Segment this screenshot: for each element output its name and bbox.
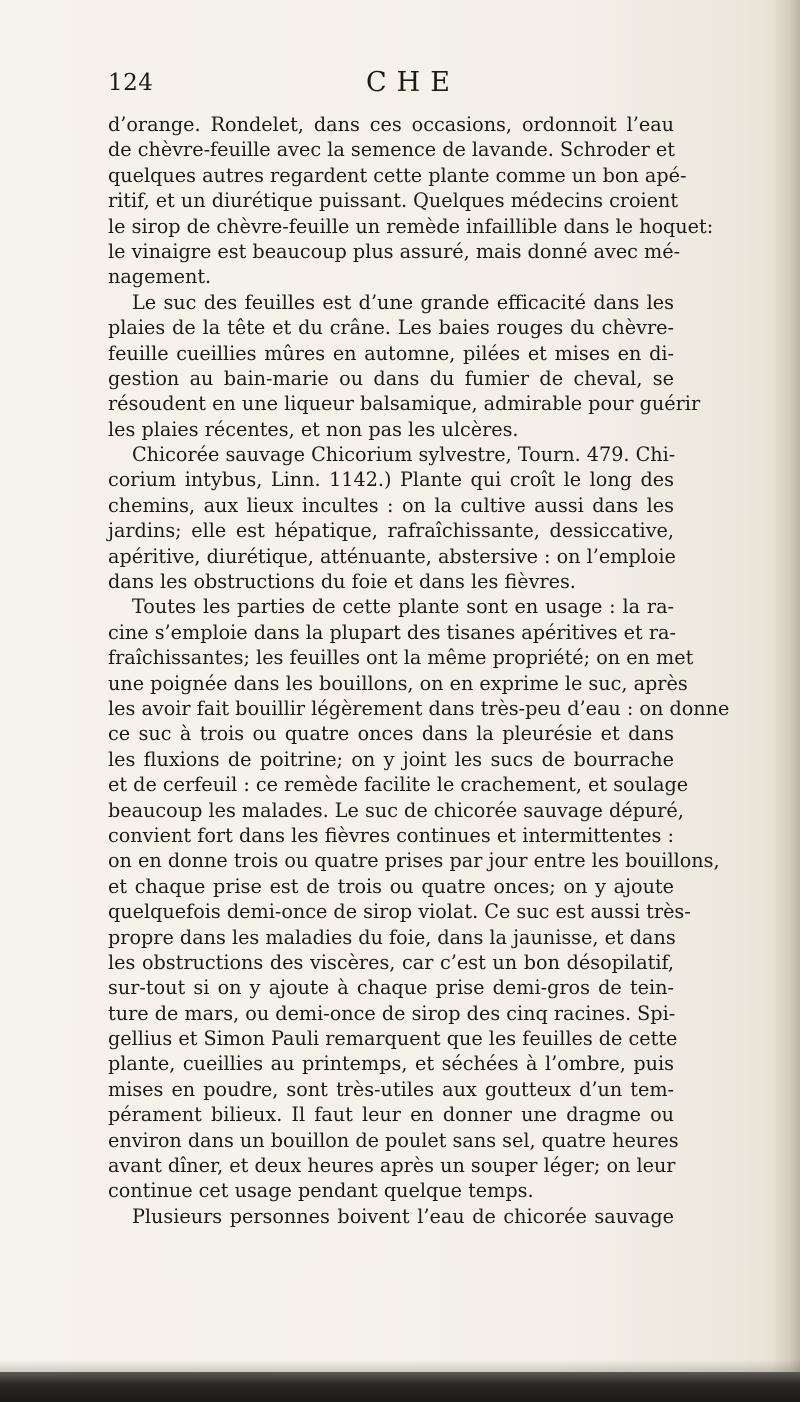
text-line: le sirop de chèvre-feuille un remède infaillible dans le hoquet:	[108, 214, 714, 238]
text-line: les obstructions des viscères, car c’est un bon désopilatif,	[108, 950, 674, 974]
text-line: gellius et Simon Pauli remarquent que les feuilles de cette	[108, 1027, 678, 1051]
text-line: sur-tout si on y ajoute à chaque prise demi-gros de tein-	[108, 976, 674, 1000]
text-line: avant dîner, et deux heures après un souper léger; on leur	[108, 1154, 676, 1178]
text-line: environ dans un bouillon de poulet sans sel, quatre heures	[108, 1128, 679, 1152]
text-line: et chaque prise est de trois ou quatre onces; on y ajoute	[108, 874, 674, 898]
text-line: dans les obstructions du foie et dans les fièvres.	[108, 570, 576, 594]
text-line: mises en poudre, sont très-utiles aux goutteux d’un tem-	[108, 1077, 674, 1101]
text-line: les fluxions de poitrine; on y joint les sucs de bourrache	[108, 747, 674, 771]
text-line: jardins; elle est hépatique, rafraîchissante, dessiccative,	[108, 519, 674, 543]
text-line: les plaies récentes, et non pas les ulcères.	[108, 417, 519, 441]
text-line: pérament bilieux. Il faut leur en donner une dragme ou	[108, 1103, 674, 1127]
text-line: quelques autres regardent cette plante comme un bon apé-	[108, 163, 687, 187]
text-line: cine s’emploie dans la plupart des tisanes apéritives et ra-	[108, 620, 676, 644]
text-line: fraîchissantes; les feuilles ont la même propriété; on en met	[108, 646, 694, 670]
page-header	[108, 67, 668, 104]
text-line: d’orange. Rondelet, dans ces occasions, ordonnoit l’eau	[108, 113, 674, 136]
text-line: chemins, aux lieux incultes : on la cultive aussi dans les	[108, 493, 674, 517]
text-line: continue cet usage pendant quelque temps.	[108, 1179, 534, 1203]
text-line: propre dans les maladies du foie, dans la jaunisse, et dans	[108, 925, 676, 949]
text-line: feuille cueillies mûres en automne, pilées et mises en di-	[108, 341, 674, 365]
text-line: une poignée dans les bouillons, on en exprime le suc, après	[108, 671, 688, 695]
text-line: Le suc des feuilles est d’une grande efficacité dans les	[132, 290, 674, 314]
text-line: ture de mars, ou demi-once de sirop des cinq racines. Spi-	[108, 1001, 676, 1025]
text-line: apéritive, diurétique, atténuante, abstersive : on l’emploie	[108, 544, 676, 568]
text-line: Plusieurs personnes boivent l’eau de chicorée sauvage	[132, 1204, 674, 1228]
text-line: le vinaigre est beaucoup plus assuré, mais donné avec mé-	[108, 239, 681, 263]
scan-bottom-edge	[0, 1372, 800, 1402]
text-line: résoudent en une liqueur balsamique, admirable pour guérir	[108, 392, 701, 416]
text-line: et de cerfeuil : ce remède facilite le crachement, et soulage	[108, 773, 689, 797]
text-line: Chicorée sauvage Chicorium sylvestre, Tourn. 479. Chi-	[132, 443, 676, 467]
running-head: CHE	[366, 67, 460, 98]
text-line: plante, cueillies au printemps, et séchées à l’ombre, puis	[108, 1052, 674, 1076]
text-line: les avoir fait bouillir légèrement dans très-peu d’eau : on donne	[108, 696, 730, 720]
body-text	[108, 112, 730, 1229]
page-edge-shadow	[772, 0, 800, 1402]
page-number: 124	[108, 70, 154, 96]
text-line: ce suc à trois ou quatre onces dans la pleurésie et dans	[108, 722, 674, 746]
text-line: convient fort dans les fièvres continues et intermittentes :	[108, 823, 674, 847]
text-line: gestion au bain-marie ou dans du fumier de cheval, se	[108, 366, 674, 390]
text-line: plaies de la tête et du crâne. Les baies rouges du chèvre-	[108, 316, 674, 340]
text-line: beaucoup les malades. Le suc de chicorée sauvage dépuré,	[108, 798, 684, 822]
text-line: de chèvre-feuille avec la semence de lavande. Schroder et	[108, 138, 675, 162]
text-line: quelquefois demi-once de sirop violat. Ce suc est aussi très-	[108, 900, 691, 924]
text-line: nagement.	[108, 265, 212, 289]
text-line: Toutes les parties de cette plante sont en usage : la ra-	[132, 595, 674, 619]
text-line: ritif, et un diurétique puissant. Quelques médecins croient	[108, 189, 679, 213]
text-line: on en donne trois ou quatre prises par jour entre les bouillons,	[108, 849, 720, 873]
text-line: corium intybus, Linn. 1142.) Plante qui croît le long des	[108, 468, 674, 492]
